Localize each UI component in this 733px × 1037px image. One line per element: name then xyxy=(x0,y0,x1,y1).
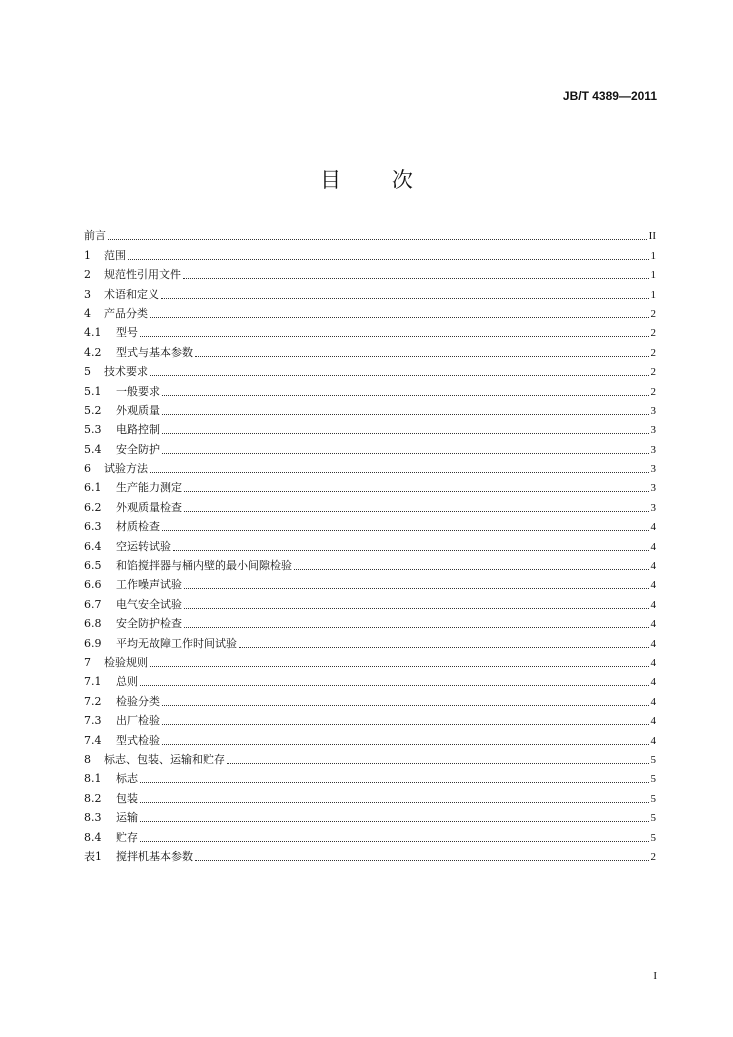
toc-leader-dots xyxy=(162,705,649,706)
toc-entry-page: 5 xyxy=(650,812,656,825)
toc-entry[interactable] xyxy=(84,709,656,728)
toc-entry-label: 安全防护检查 xyxy=(116,617,182,631)
toc-entry[interactable] xyxy=(84,476,656,495)
page-title xyxy=(0,164,733,194)
toc-entry-label: 范围 xyxy=(104,248,126,262)
toc-leader-dots xyxy=(195,860,649,861)
toc-entry-page: 4 xyxy=(650,598,656,611)
toc-entry[interactable] xyxy=(84,379,656,398)
toc-entry-number: 5.2 xyxy=(84,403,102,417)
toc-entry-page: 3 xyxy=(650,424,656,437)
toc-entry[interactable] xyxy=(84,399,656,418)
toc-leader-dots xyxy=(150,666,649,667)
toc-entry-number: 1 xyxy=(84,248,91,262)
toc-entry-number: 5.1 xyxy=(84,384,102,398)
toc-entry-page: 4 xyxy=(650,715,656,728)
toc-entry-label: 总则 xyxy=(116,675,138,689)
toc-entry-label: 空运转试验 xyxy=(116,539,171,553)
toc-entry-number: 8 xyxy=(84,752,91,766)
toc-entry[interactable] xyxy=(84,845,656,864)
toc-entry-page: 5 xyxy=(650,753,656,766)
toc-entry-label: 贮存 xyxy=(116,830,138,844)
toc-entry-page: 2 xyxy=(650,346,656,359)
toc-entry-label: 检验分类 xyxy=(116,694,160,708)
toc-entry-label: 包装 xyxy=(116,791,138,805)
toc-entry-label: 电路控制 xyxy=(116,423,160,437)
toc-entry[interactable] xyxy=(84,825,656,844)
toc-entry-number: 6.4 xyxy=(84,539,102,553)
toc-entry-number: 5.4 xyxy=(84,442,102,456)
toc-entry[interactable] xyxy=(84,806,656,825)
toc-leader-dots xyxy=(184,491,649,492)
toc-entry-label: 一般要求 xyxy=(116,384,160,398)
toc-entry-label: 安全防护 xyxy=(116,442,160,456)
toc-leader-dots xyxy=(162,414,649,415)
toc-entry-label: 出厂检验 xyxy=(116,714,160,728)
toc-entry-label: 外观质量 xyxy=(116,403,160,417)
toc-leader-dots xyxy=(239,647,649,648)
toc-entry-page: 2 xyxy=(650,307,656,320)
toc-entry-label: 工作噪声试验 xyxy=(116,578,182,592)
toc-entry-label: 术语和定义 xyxy=(104,287,159,301)
toc-entry-page: 4 xyxy=(650,676,656,689)
toc-leader-dots xyxy=(184,588,649,589)
toc-entry-page: 3 xyxy=(650,443,656,456)
toc-leader-dots xyxy=(195,356,649,357)
toc-entry-page: 1 xyxy=(650,288,656,301)
toc-entry-label: 运输 xyxy=(116,811,138,825)
toc-entry[interactable] xyxy=(84,534,656,553)
document-code: JB/T 4389—2011 xyxy=(562,89,657,103)
toc-entry-label: 电气安全试验 xyxy=(116,597,182,611)
toc-entry-number: 7.3 xyxy=(84,714,102,728)
toc-entry-number: 表1 xyxy=(84,849,102,863)
table-of-contents xyxy=(84,224,656,864)
toc-entry-number: 8.4 xyxy=(84,830,102,844)
title-char-1: 目 xyxy=(320,168,342,192)
toc-entry-number: 8.3 xyxy=(84,811,102,825)
toc-entry[interactable] xyxy=(84,495,656,514)
toc-entry-label: 标志、包装、运输和贮存 xyxy=(104,752,225,766)
toc-entry[interactable] xyxy=(84,670,656,689)
toc-entry-number: 3 xyxy=(84,287,91,301)
toc-entry[interactable] xyxy=(84,437,656,456)
toc-leader-dots xyxy=(162,744,649,745)
toc-entry-page: 5 xyxy=(650,792,656,805)
toc-leader-dots xyxy=(227,763,649,764)
toc-leader-dots xyxy=(150,375,649,376)
toc-entry-label: 标志 xyxy=(116,772,138,786)
toc-entry-page: 3 xyxy=(650,482,656,495)
toc-entry-label: 规范性引用文件 xyxy=(104,268,181,282)
toc-entry-page: 4 xyxy=(650,540,656,553)
toc-entry-number: 5.3 xyxy=(84,423,102,437)
toc-entry-label: 外观质量检查 xyxy=(116,500,182,514)
toc-leader-dots xyxy=(128,259,649,260)
toc-entry-number: 8.2 xyxy=(84,791,102,805)
toc-leader-dots xyxy=(294,569,649,570)
toc-leader-dots xyxy=(162,453,649,454)
toc-entry[interactable] xyxy=(84,457,656,476)
toc-entry[interactable] xyxy=(84,321,656,340)
toc-entry-number: 7.1 xyxy=(84,675,102,689)
toc-entry-label: 型式检验 xyxy=(116,733,160,747)
toc-entry-label: 试验方法 xyxy=(104,462,148,476)
toc-entry-number: 6.7 xyxy=(84,597,102,611)
toc-entry-page: 2 xyxy=(650,327,656,340)
toc-entry-label: 检验规则 xyxy=(104,655,148,669)
toc-entry-label: 平均无故障工作时间试验 xyxy=(116,636,237,650)
toc-leader-dots xyxy=(162,530,649,531)
toc-entry-page: 1 xyxy=(650,249,656,262)
toc-entry-number: 6.9 xyxy=(84,636,102,650)
toc-entry[interactable] xyxy=(84,612,656,631)
toc-leader-dots xyxy=(184,627,649,628)
toc-leader-dots xyxy=(184,511,649,512)
toc-entry-number: 6.8 xyxy=(84,617,102,631)
toc-entry-page: 4 xyxy=(650,695,656,708)
toc-leader-dots xyxy=(140,821,649,822)
toc-entry-number: 6.6 xyxy=(84,578,102,592)
toc-leader-dots xyxy=(140,841,649,842)
toc-entry-number: 8.1 xyxy=(84,772,102,786)
toc-leader-dots xyxy=(161,298,649,299)
toc-entry[interactable] xyxy=(84,340,656,359)
toc-entry[interactable] xyxy=(84,554,656,573)
page-number: I xyxy=(653,970,657,982)
toc-entry[interactable] xyxy=(84,418,656,437)
toc-entry[interactable] xyxy=(84,689,656,708)
toc-entry-number: 7.4 xyxy=(84,733,102,747)
toc-entry[interactable] xyxy=(84,263,656,282)
toc-entry-label: 型式与基本参数 xyxy=(116,345,193,359)
toc-entry-page: 4 xyxy=(650,637,656,650)
toc-leader-dots xyxy=(140,802,649,803)
toc-entry[interactable] xyxy=(84,748,656,767)
toc-leader-dots xyxy=(183,278,649,279)
toc-entry-number: 7 xyxy=(84,655,91,669)
toc-entry-page: II xyxy=(648,230,656,243)
toc-entry[interactable] xyxy=(84,767,656,786)
toc-leader-dots xyxy=(140,782,649,783)
toc-entry-page: 4 xyxy=(650,734,656,747)
toc-entry[interactable] xyxy=(84,573,656,592)
toc-entry-page: 3 xyxy=(650,404,656,417)
toc-entry-label: 搅拌机基本参数 xyxy=(116,849,193,863)
title-char-2: 次 xyxy=(391,168,413,192)
toc-leader-dots xyxy=(162,395,649,396)
toc-entry-page: 5 xyxy=(650,831,656,844)
toc-leader-dots xyxy=(140,336,649,337)
toc-entry[interactable] xyxy=(84,224,656,243)
toc-entry-page: 5 xyxy=(650,773,656,786)
toc-entry-label: 产品分类 xyxy=(104,306,148,320)
toc-entry[interactable] xyxy=(84,282,656,301)
toc-entry-number: 6.1 xyxy=(84,481,102,495)
toc-entry[interactable] xyxy=(84,243,656,262)
toc-entry-number: 4.2 xyxy=(84,345,102,359)
toc-entry-label: 技术要求 xyxy=(104,365,148,379)
toc-entry-label: 材质检查 xyxy=(116,520,160,534)
toc-leader-dots xyxy=(150,317,649,318)
toc-entry-number: 6 xyxy=(84,462,91,476)
toc-entry[interactable] xyxy=(84,631,656,650)
toc-entry[interactable] xyxy=(84,651,656,670)
toc-leader-dots xyxy=(108,239,647,240)
toc-entry-number: 6.3 xyxy=(84,520,102,534)
toc-entry-page: 2 xyxy=(650,366,656,379)
toc-entry-page: 1 xyxy=(650,269,656,282)
toc-entry-number: 7.2 xyxy=(84,694,102,708)
toc-entry[interactable] xyxy=(84,592,656,611)
toc-entry-label: 型号 xyxy=(116,326,138,340)
toc-entry-page: 4 xyxy=(650,656,656,669)
toc-entry-label: 生产能力测定 xyxy=(116,481,182,495)
toc-entry-page: 2 xyxy=(650,850,656,863)
toc-entry[interactable] xyxy=(84,302,656,321)
toc-entry-number: 4.1 xyxy=(84,326,102,340)
toc-entry-page: 4 xyxy=(650,560,656,573)
toc-entry[interactable] xyxy=(84,786,656,805)
toc-leader-dots xyxy=(162,724,649,725)
toc-entry-page: 3 xyxy=(650,501,656,514)
toc-leader-dots xyxy=(162,433,649,434)
toc-entry[interactable] xyxy=(84,728,656,747)
toc-entry-number: 2 xyxy=(84,268,91,282)
toc-leader-dots xyxy=(150,472,649,473)
toc-entry-page: 4 xyxy=(650,579,656,592)
toc-leader-dots xyxy=(173,550,649,551)
toc-entry-label: 和馅搅拌器与桶内壁的最小间隙检验 xyxy=(116,559,292,573)
toc-entry[interactable] xyxy=(84,360,656,379)
toc-leader-dots xyxy=(184,608,649,609)
toc-entry-page: 2 xyxy=(650,385,656,398)
toc-entry[interactable] xyxy=(84,515,656,534)
toc-entry-page: 4 xyxy=(650,618,656,631)
toc-entry-label: 前言 xyxy=(84,229,106,243)
toc-entry-number: 5 xyxy=(84,365,91,379)
toc-leader-dots xyxy=(140,685,649,686)
toc-entry-page: 3 xyxy=(650,463,656,476)
toc-entry-number: 6.5 xyxy=(84,559,102,573)
toc-entry-number: 6.2 xyxy=(84,500,102,514)
toc-entry-number: 4 xyxy=(84,306,91,320)
toc-entry-page: 4 xyxy=(650,521,656,534)
